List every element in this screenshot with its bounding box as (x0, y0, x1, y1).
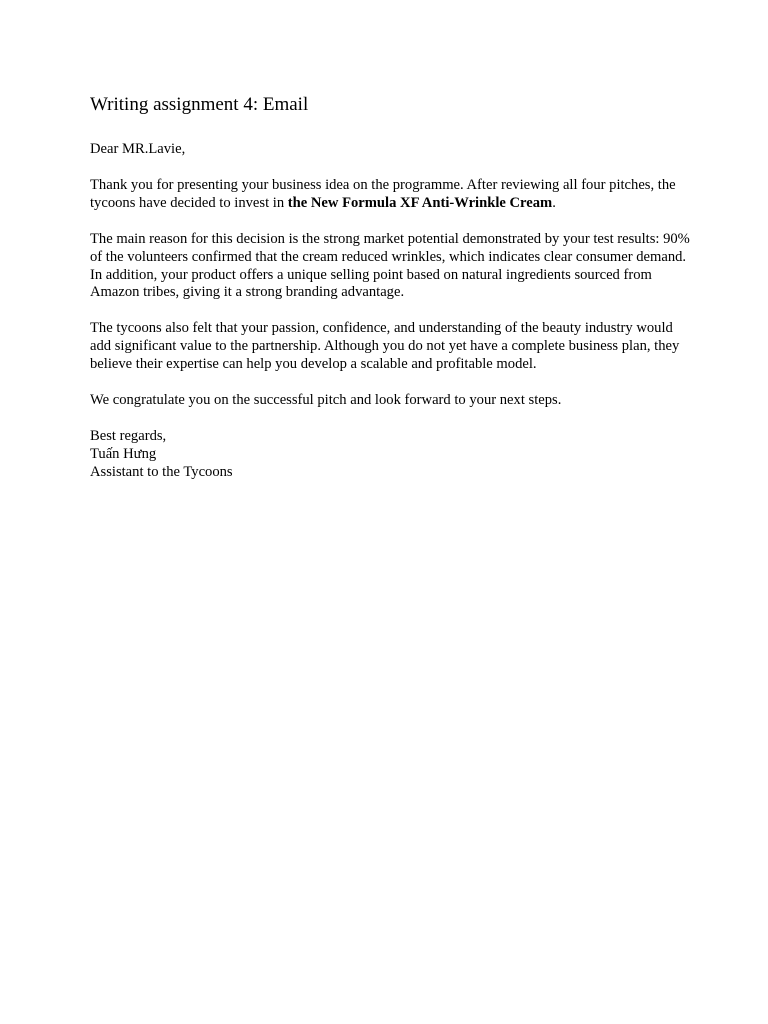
signature-block (90, 428, 690, 482)
closing: Best regards, (90, 427, 167, 444)
paragraph-decision-end: . (552, 194, 556, 211)
paragraph-tycoons: The tycoons also felt that your passion, confidence, and understanding of the beauty industry would add significant value to the partnership. Although you do not yet have a complete business plan, they believe their expertise can help you develop a scalable and profitable model. (90, 320, 680, 373)
paragraph-reason: The main reason for this decision is the strong market potential demonstrated by your test results: 90% of the volunteers confirmed that the cream reduced wrinkles, which indicates clear consumer demand. In addition, your product offers a unique selling point based on natural ingredients sourced from Amazon tribes, giving it a strong branding advantage. (90, 230, 690, 301)
signer-title: Assistant to the Tycoons (90, 463, 233, 480)
paragraph-decision-text: Thank you for presenting your business idea on the programme. After reviewing all four pitches, the tycoons have decided to invest in (90, 176, 676, 211)
product-name: the New Formula XF Anti-Wrinkle Cream (287, 194, 553, 211)
paragraph-decision (90, 177, 690, 213)
paragraph-congratulations: We congratulate you on the successful pitch and look forward to your next steps. (90, 392, 562, 409)
signer-name: Tuấn Hưng (90, 445, 157, 462)
document-page (90, 92, 690, 500)
document-title: Writing assignment 4: Email (90, 94, 309, 115)
salutation: Dear MR.Lavie, (90, 141, 186, 157)
